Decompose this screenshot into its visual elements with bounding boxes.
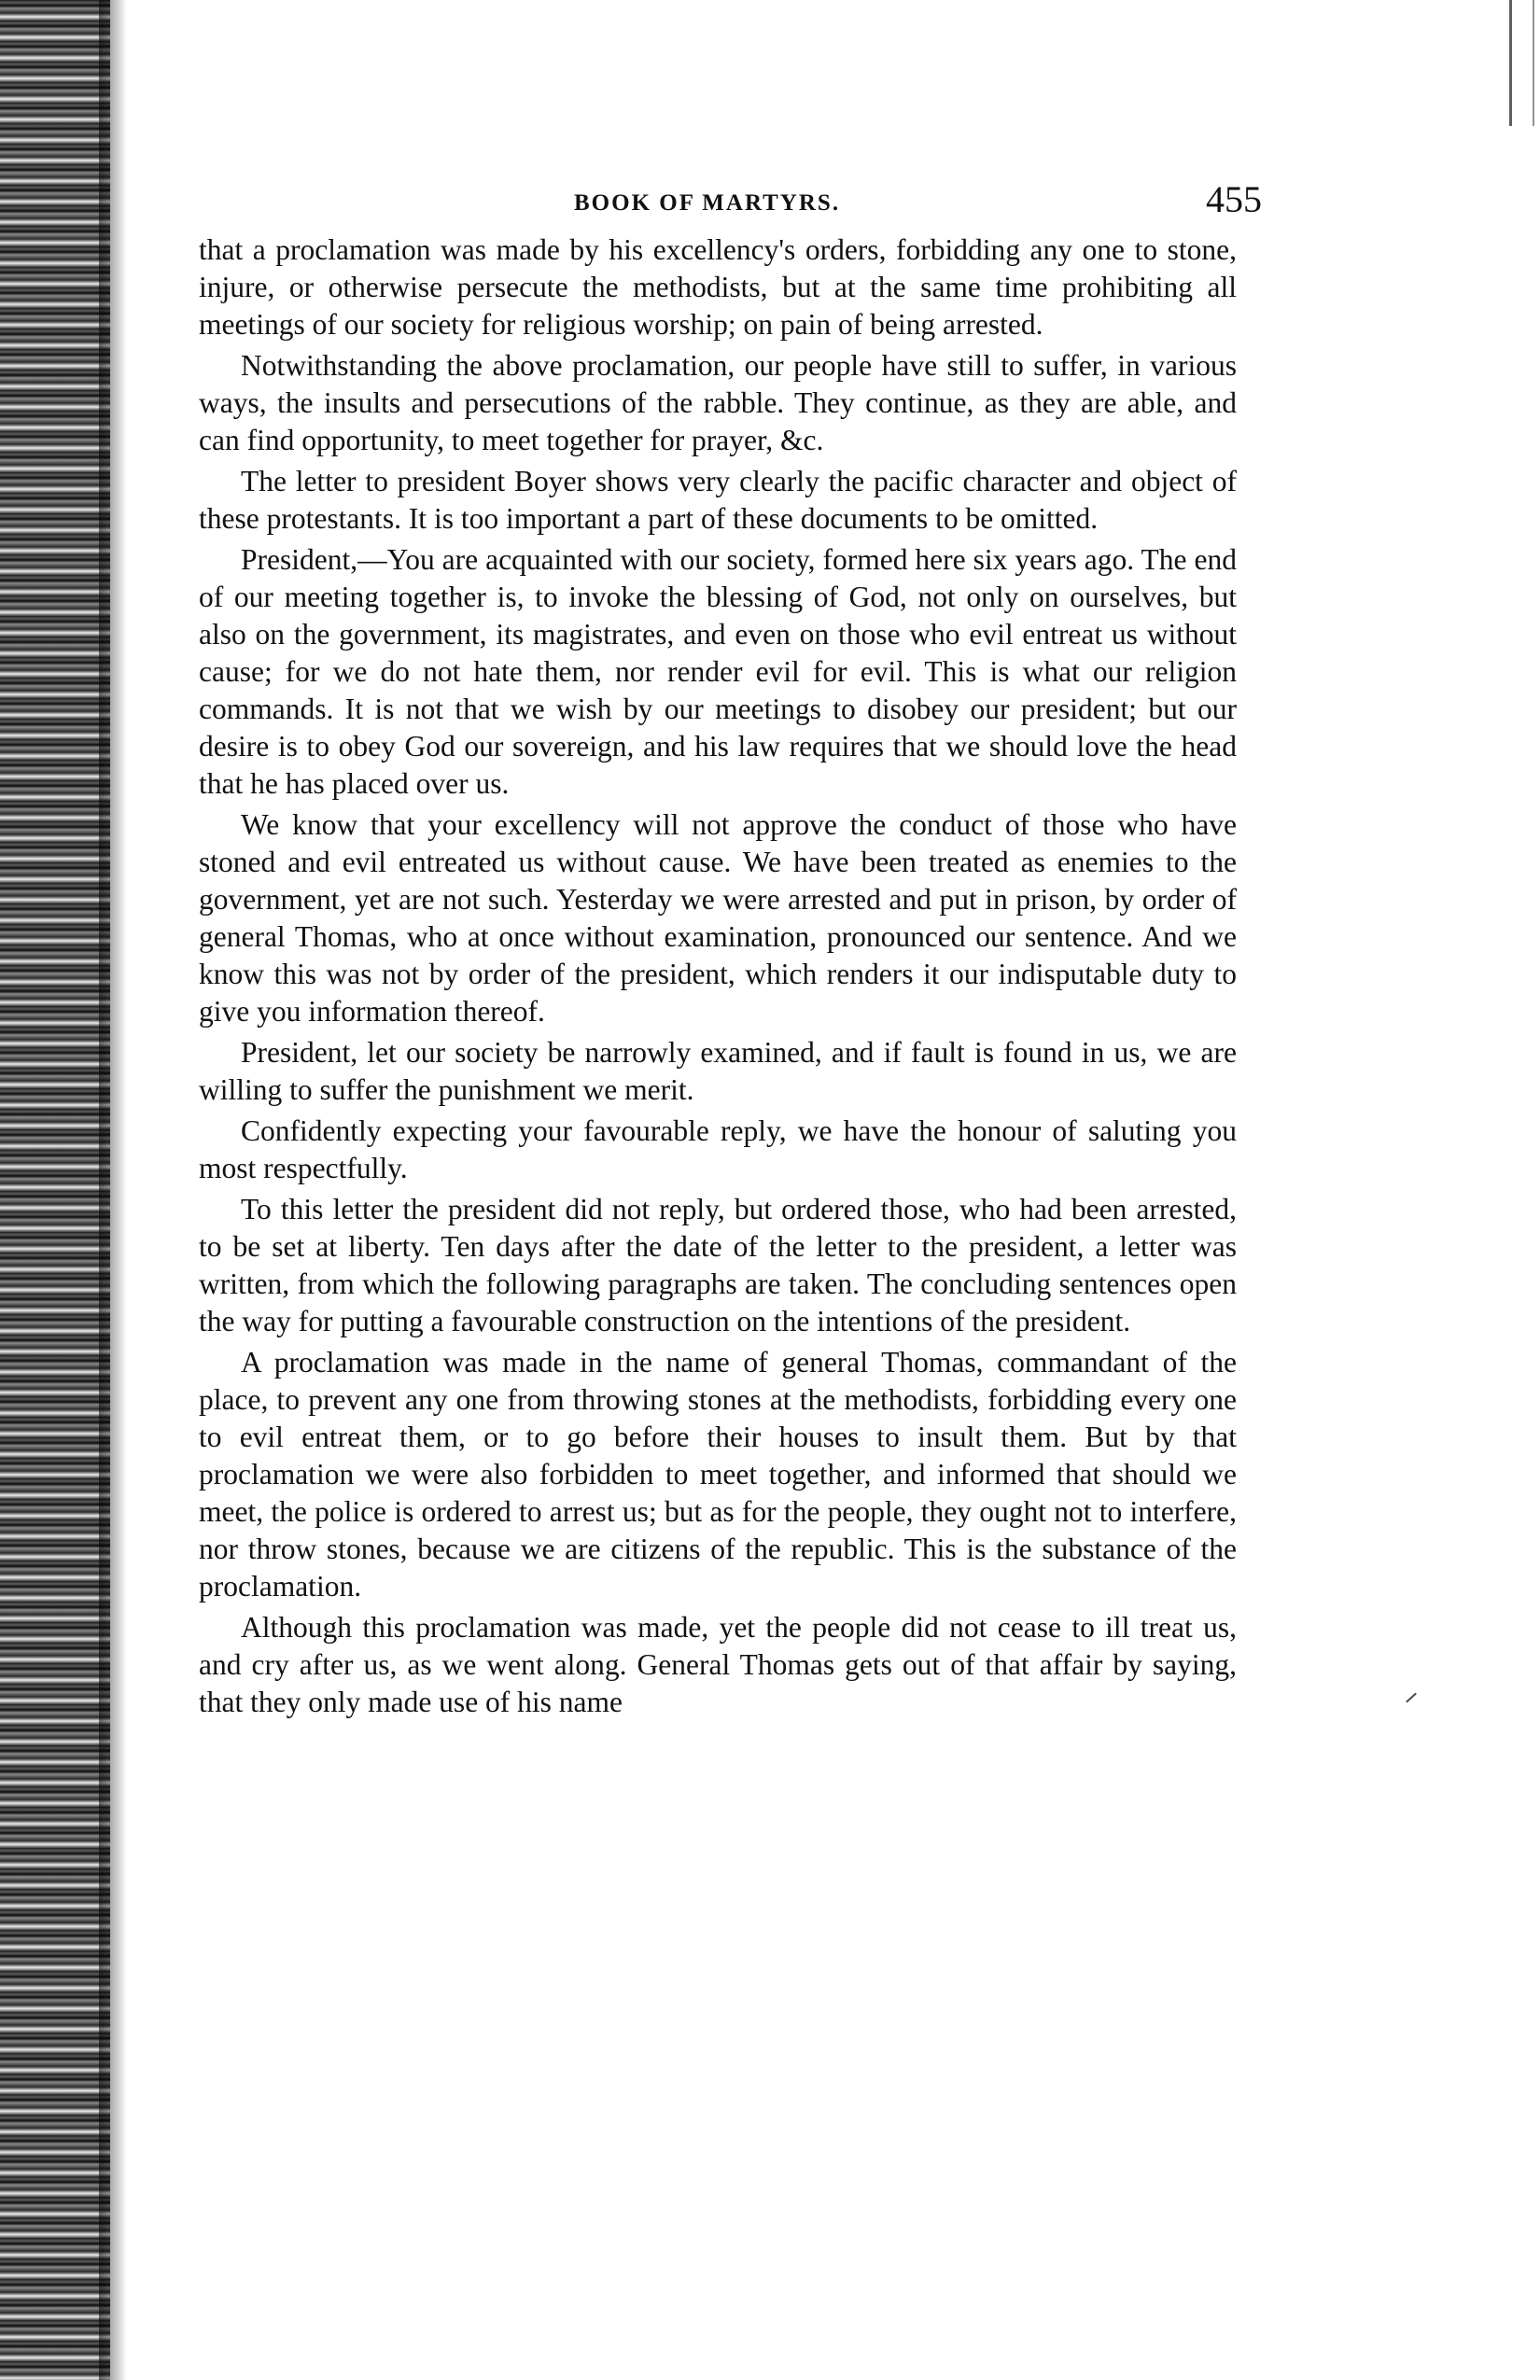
paragraph: President, let our society be narrowly examined, and if fault is found in us, we are willing to suffer the punishment we merit. xyxy=(199,1036,1237,1106)
running-head xyxy=(191,178,1262,226)
paragraph: To this letter the president did not reply, but ordered those, who had been arrested, to be set at liberty. Ten days after the date of the letter to the president, a letter was written, from which the following paragraphs are taken. The concluding sentences open the way for putting a favourable construction on the intentions of the president. xyxy=(199,1193,1237,1337)
binding-edge-shadow xyxy=(0,0,110,2380)
paragraph: Notwithstanding the above proclamation, our people have still to suffer, in various ways, the insults and persecutions of the rabble. They continue, as they are able, and can find opportunity, to meet together for prayer, &c. xyxy=(199,349,1237,456)
running-title: BOOK OF MARTYRS. xyxy=(574,190,841,216)
page-number: 455 xyxy=(1206,178,1262,220)
paragraph: A proclamation was made in the name of general Thomas, commandant of the place, to prevent any one from throwing stones at the methodists, forbidding every one to evil entreat them, or to go before their houses to insult them. But by that proclamation we were also forbidden to meet together, and informed that should we meet, the police is ordered to arrest us; but as for the people, they ought not to interfere, nor throw stones, because we are citizens of the republic. This is the substance of the proclamation. xyxy=(199,1346,1237,1603)
paragraph: The letter to president Boyer shows very clearly the pacific character and object of these protestants. It is too important a part of these documents to be omitted. xyxy=(199,465,1237,535)
body-text xyxy=(199,231,1237,1725)
paragraph: President,—You are acquainted with our society, formed here six years ago. The end of our meeting together is, to invoke the blessing of God, not only on ourselves, but also on the government, its magistrates, and even on those who evil entreat us without cause; for we do not hate them, nor render evil for evil. This is what our religion commands. It is not that we wish by our meetings to disobey our president; but our desire is to obey God our sovereign, and his law requires that we should love the head that he has placed over us. xyxy=(199,543,1237,800)
paragraph: We know that your excellency will not approve the conduct of those who have stoned and evil entreated us without cause. We have been treated as enemies to the government, yet are not such. Yesterday we were arrested and put in prison, by order of general Thomas, who at once without examination, pronounced our sentence. And we know this was not by order of the president, which renders it our indisputable duty to give you information thereof. xyxy=(199,808,1237,1028)
paragraph: Although this proclamation was made, yet the people did not cease to ill treat us, and cry after us, as we went along. General Thomas gets out of that affair by saying, that they only made use of his name xyxy=(199,1611,1237,1718)
scan-edge-marks xyxy=(1509,0,1534,126)
margin-pen-mark xyxy=(1406,1693,1417,1703)
paragraph: that a proclamation was made by his excellency's orders, forbidding any one to stone, injure, or otherwise persecute the methodists, but at the same time prohibiting all meetings of our society for religious worship; on pain of being arrested. xyxy=(199,233,1237,341)
paragraph: Confidently expecting your favourable reply, we have the honour of saluting you most respectfully. xyxy=(199,1114,1237,1184)
